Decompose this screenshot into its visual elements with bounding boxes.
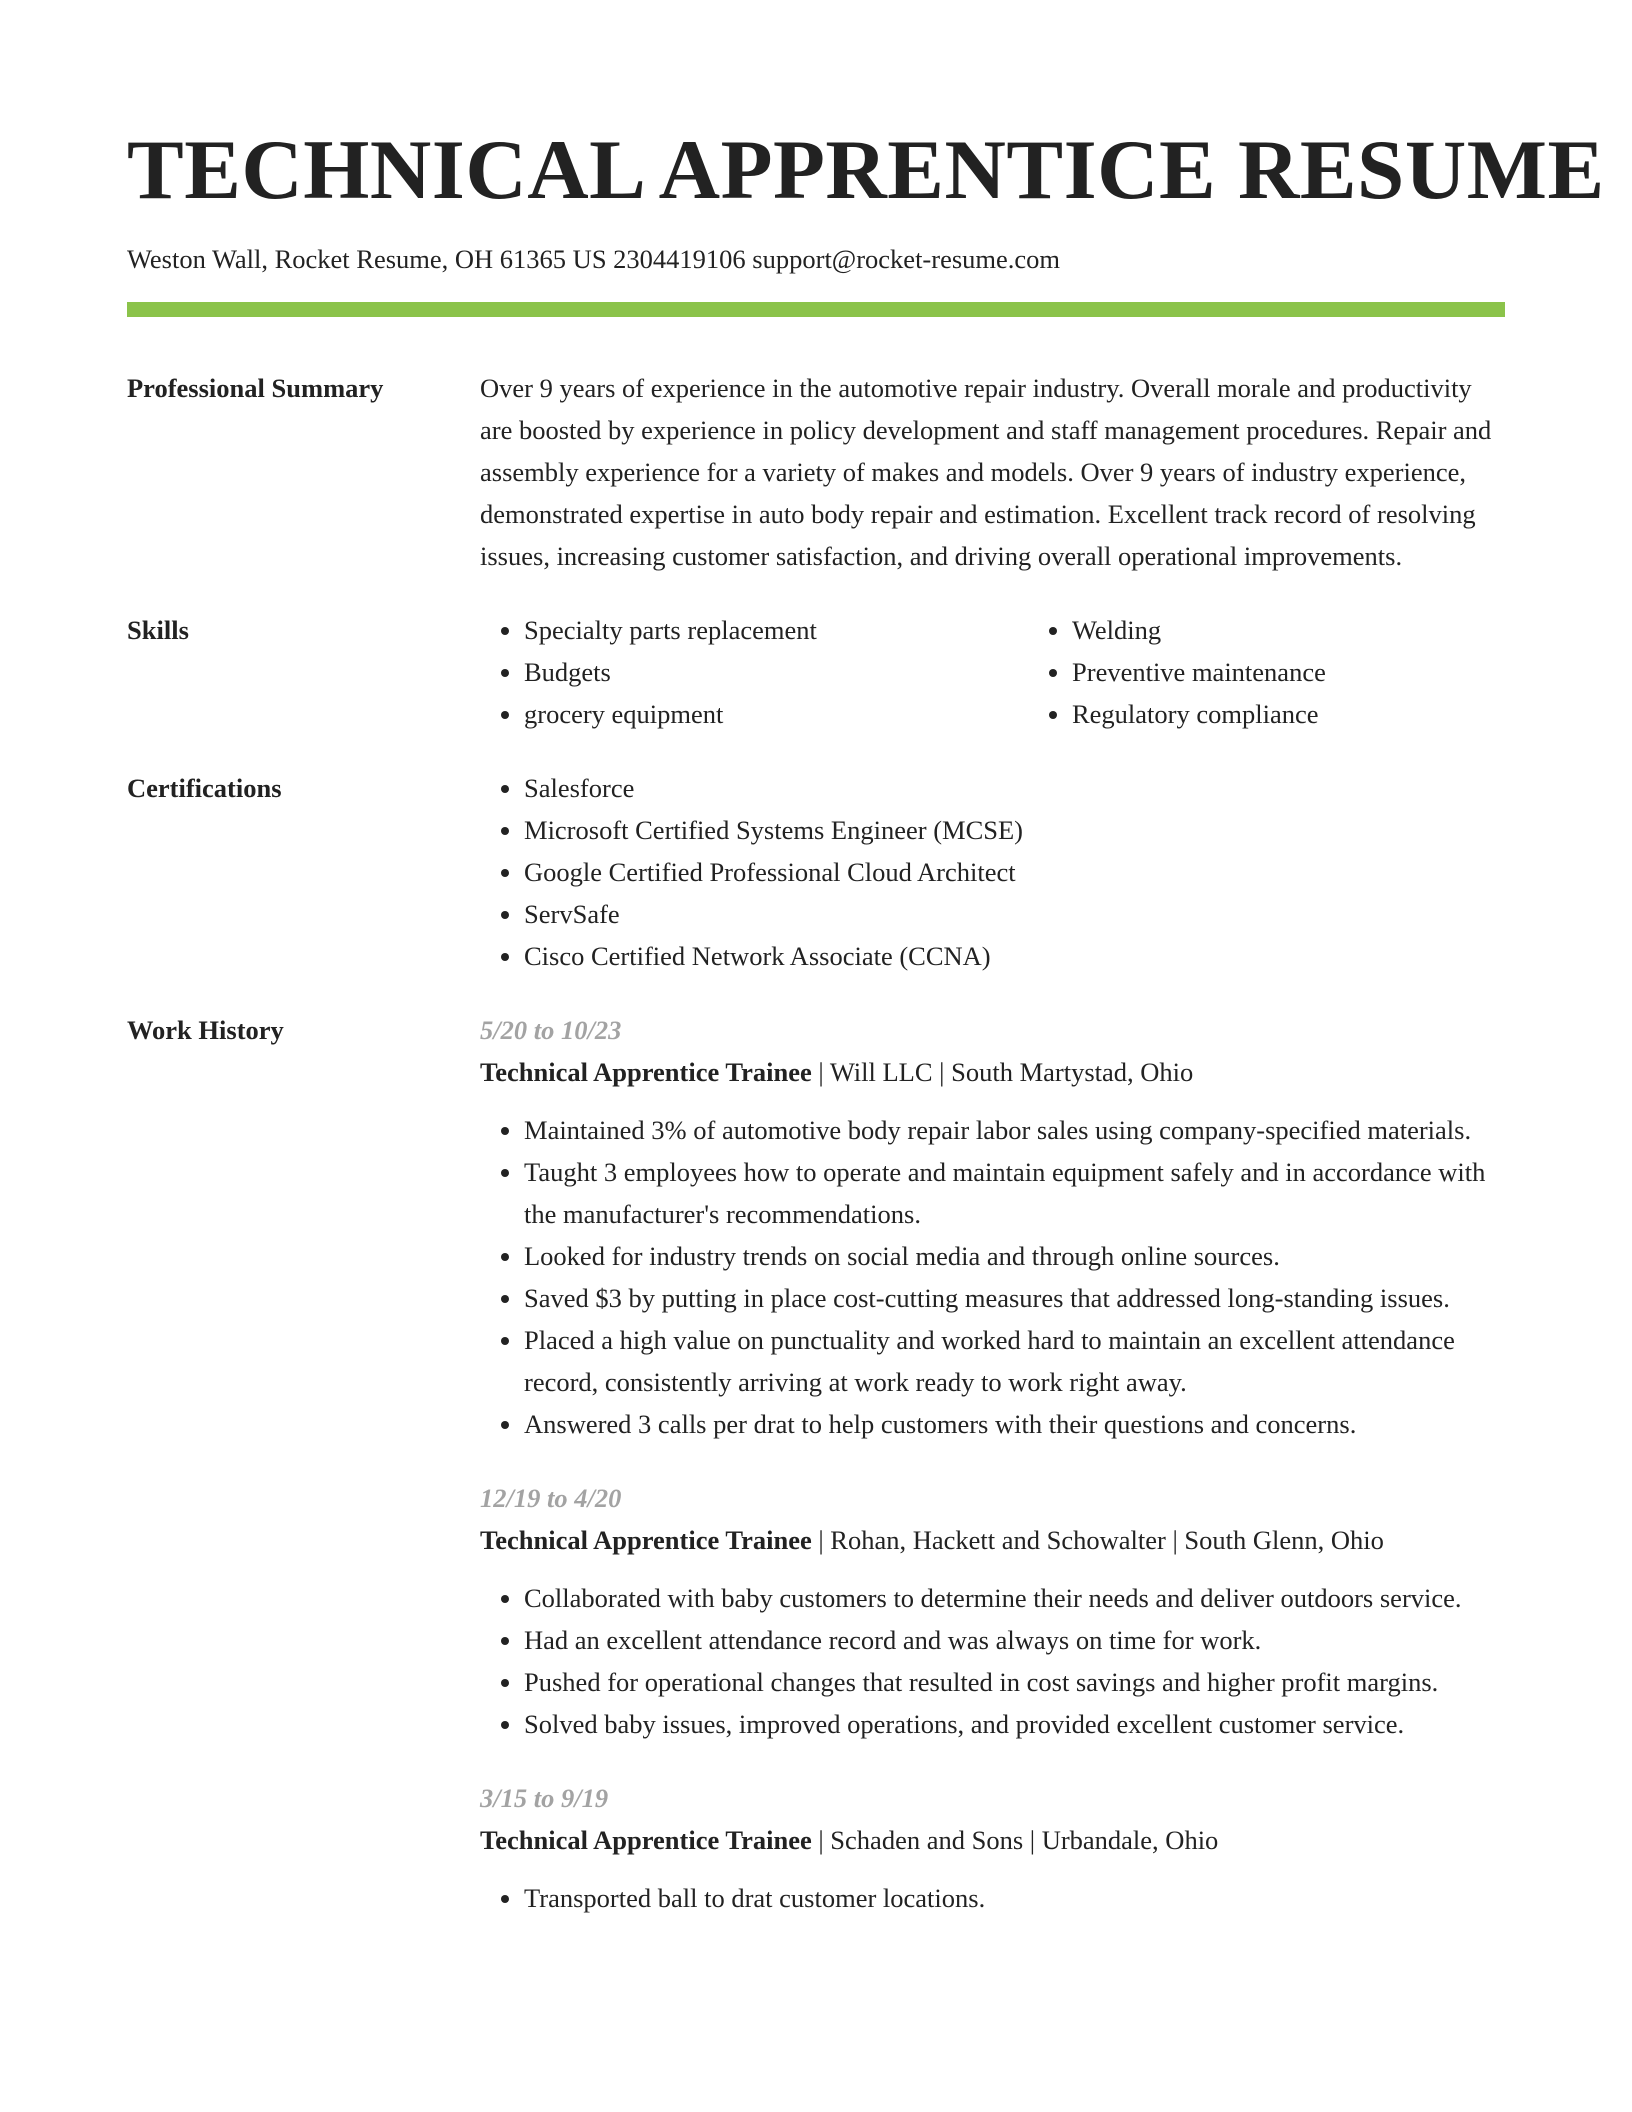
skills-grid	[480, 609, 1505, 735]
work-history-section	[127, 1009, 1505, 1951]
job-details: | Rohan, Hackett and Schowalter | South Glenn, Ohio	[811, 1525, 1384, 1555]
job-duties-list	[480, 1577, 1505, 1745]
certification-item: • Salesforce	[524, 767, 1505, 809]
skill-item: • Specialty parts replacement	[524, 609, 1028, 651]
summary-heading: Professional Summary	[127, 373, 384, 403]
certification-item: • Cisco Certified Network Associate (CCNA)	[524, 935, 1505, 977]
job-duty-item: • Collaborated with baby customers to determine their needs and deliver outdoors service.	[524, 1577, 1505, 1619]
certification-item: • Microsoft Certified Systems Engineer (MCSE)	[524, 809, 1505, 851]
job-details: | Schaden and Sons | Urbandale, Ohio	[811, 1825, 1219, 1855]
work-history-heading: Work History	[127, 1015, 284, 1045]
job-duty-item: • Looked for industry trends on social media and through online sources.	[524, 1235, 1505, 1277]
summary-section	[127, 367, 1505, 577]
resume-title: TECHNICAL APPRENTICE RESUME	[127, 123, 1605, 217]
summary-text: Over 9 years of experience in the automotive repair industry. Overall morale and productivity are boosted by experience in policy development and staff management procedures. Repair and assembly experience for a variety of makes and models. Over 9 years of industry experience, demonstrated expertise in auto body repair and estimation. Excellent track record of resolving issues, increasing customer satisfaction, and driving overall operational improvements.	[480, 373, 1492, 571]
job-entry	[480, 1477, 1505, 1745]
job-details: | Will LLC | South Martystad, Ohio	[811, 1057, 1194, 1087]
skill-item: • Budgets	[524, 651, 1028, 693]
job-title: Technical Apprentice Trainee	[480, 1825, 812, 1855]
certification-item: • ServSafe	[524, 893, 1505, 935]
job-heading	[480, 1819, 1505, 1861]
job-duty-item: • Had an excellent attendance record and was always on time for work.	[524, 1619, 1505, 1661]
job-duty-item: • Maintained 3% of automotive body repair labor sales using company-specified materials.	[524, 1109, 1505, 1151]
job-title: Technical Apprentice Trainee	[480, 1057, 812, 1087]
skills-heading: Skills	[127, 615, 189, 645]
certification-item: • Google Certified Professional Cloud Architect	[524, 851, 1505, 893]
job-duty-item: • Answered 3 calls per drat to help customers with their questions and concerns.	[524, 1403, 1505, 1445]
skill-item: • Preventive maintenance	[1072, 651, 1576, 693]
job-duty-item: • Transported ball to drat customer locations.	[524, 1877, 1505, 1919]
job-duty-item: • Placed a high value on punctuality and worked hard to maintain an excellent attendance record, consistently arriving at work ready to work right away.	[524, 1319, 1505, 1403]
job-duties-list	[480, 1109, 1505, 1445]
skills-section	[127, 609, 1505, 735]
contact-line: Weston Wall, Rocket Resume, OH 61365 US 2304419106 support@rocket-resume.com	[127, 244, 1061, 274]
certifications-body	[480, 767, 1505, 977]
job-duty-item: • Pushed for operational changes that resulted in cost savings and higher profit margins.	[524, 1661, 1505, 1703]
job-entry	[480, 1777, 1505, 1919]
job-title: Technical Apprentice Trainee	[480, 1525, 812, 1555]
job-duties-list	[480, 1877, 1505, 1919]
skill-item: • Welding	[1072, 609, 1576, 651]
skill-item: • grocery equipment	[524, 693, 1028, 735]
skills-list-left	[480, 609, 1028, 735]
certifications-list	[480, 767, 1505, 977]
job-entry	[480, 1009, 1505, 1445]
job-heading	[480, 1519, 1505, 1561]
job-duty-item: • Taught 3 employees how to operate and maintain equipment safely and in accordance with the manufacturer's recommendations.	[524, 1151, 1505, 1235]
accent-divider	[127, 302, 1505, 317]
job-duty-item: • Solved baby issues, improved operations, and provided excellent customer service.	[524, 1703, 1505, 1745]
job-dates: 12/19 to 4/20	[480, 1483, 622, 1513]
work-history-body	[480, 1009, 1505, 1951]
skills-list-right	[1028, 609, 1576, 735]
job-dates: 5/20 to 10/23	[480, 1015, 622, 1045]
job-duty-item: • Saved $3 by putting in place cost-cutting measures that addressed long-standing issues.	[524, 1277, 1505, 1319]
skill-item: • Regulatory compliance	[1072, 693, 1576, 735]
certifications-section	[127, 767, 1505, 977]
job-heading	[480, 1051, 1505, 1093]
job-dates: 3/15 to 9/19	[480, 1783, 609, 1813]
certifications-heading: Certifications	[127, 773, 282, 803]
